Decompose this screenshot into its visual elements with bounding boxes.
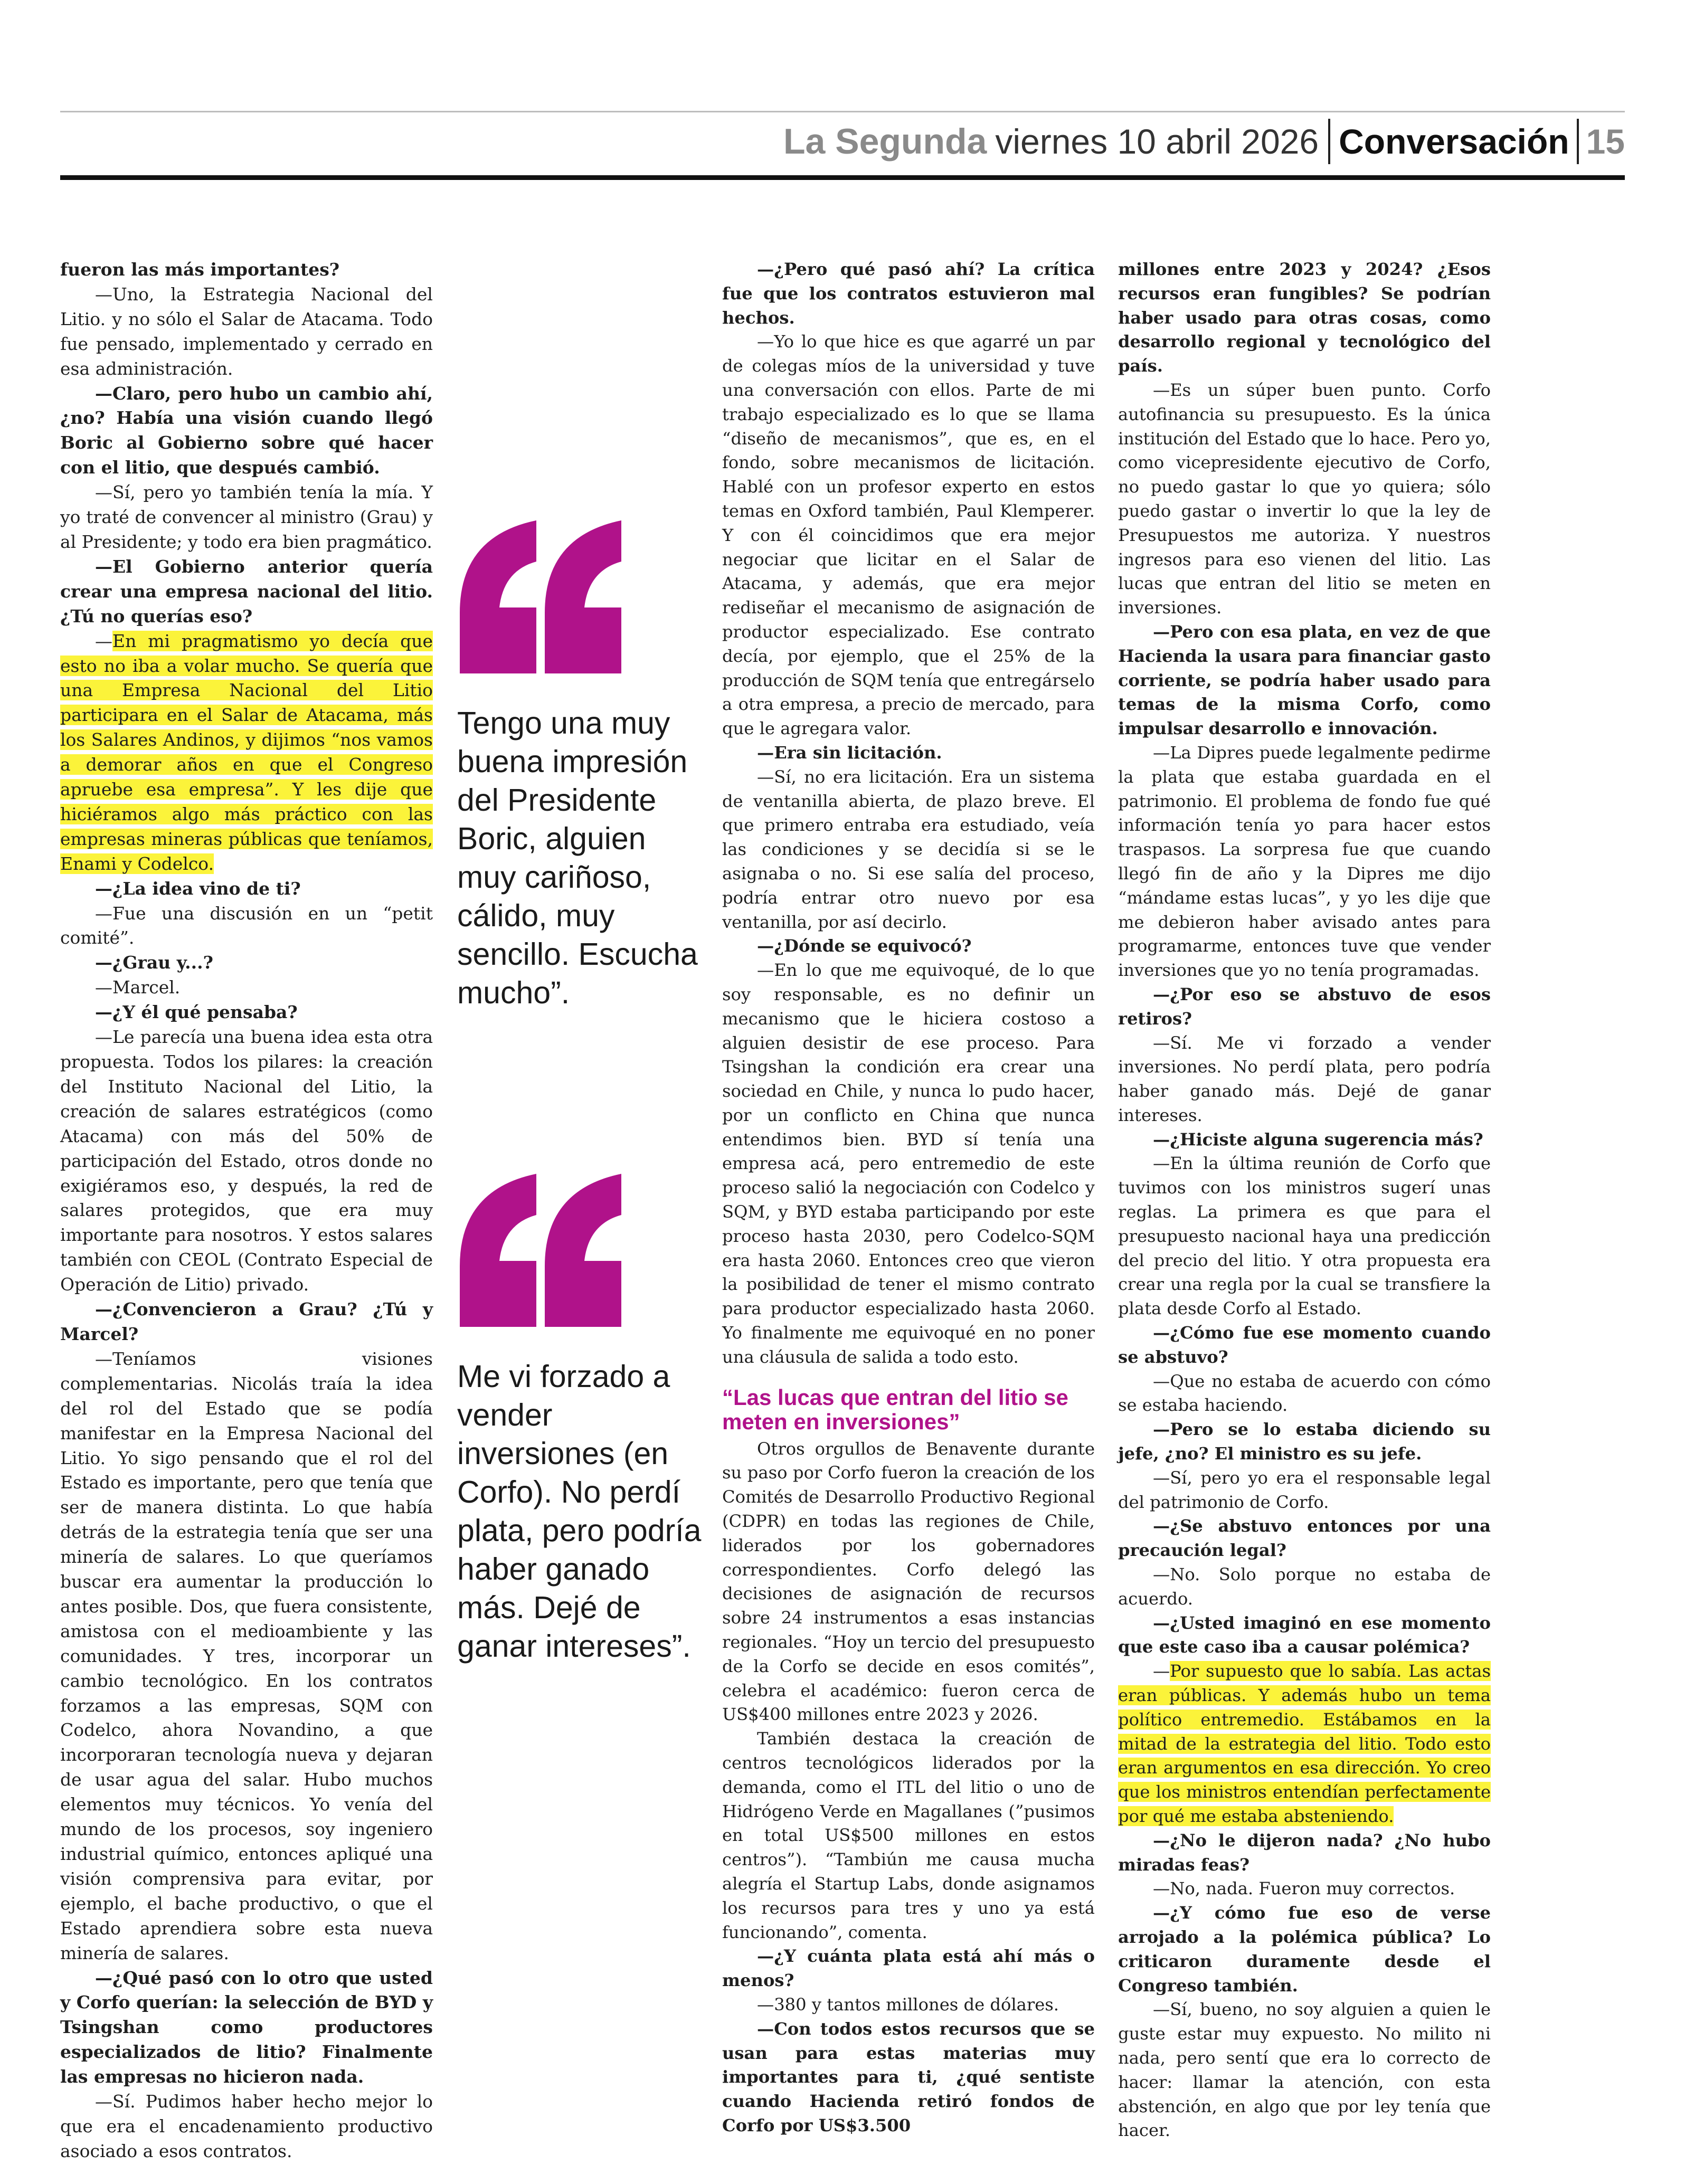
masthead-divider bbox=[1577, 119, 1579, 164]
question: —¿No le dijeron nada? ¿No hubo miradas feas? bbox=[1118, 1830, 1491, 1875]
pull-quote-2 bbox=[457, 1174, 705, 1666]
pull-quote-1 bbox=[457, 520, 705, 1012]
question: —¿Por eso se abstuvo de esos retiros? bbox=[1118, 984, 1491, 1029]
masthead-divider bbox=[1328, 119, 1330, 164]
answer: —No, nada. Fueron muy correctos. bbox=[1153, 1878, 1455, 1899]
question: —Pero se lo estaba diciendo su jefe, ¿no? El ministro es su jefe. bbox=[1118, 1419, 1491, 1464]
body-paragraph: Otros orgullos de Benavente durante su paso por Corfo fueron la creación de los Comités de Desarrollo Productivo Regional (CDPR) en todas las regiones de Chile, liderados por los gobernadores correspondientes. Corfo delegó las decisiones de asignación de recursos sobre 24 instrumentos a esas instancias regionales. “Hoy un tercio del presupuesto de la Corfo se decide en esos comités”, celebra el académico: fueron cerca de US$400 millones entre 2023 y 2026. bbox=[722, 1438, 1095, 1725]
newspaper-name: La Segunda bbox=[783, 121, 987, 162]
answer: —No. Solo porque no estaba de acuerdo. bbox=[1118, 1564, 1491, 1609]
answer: —Le parecía una buena idea esta otra propuesta. Todos los pilares: la creación del Instituto Nacional del Litio, la creación de salares estratégicos (como Atacama) con más del 50% de participación del Estado, otros donde no exigiéramos eso, y después, la red de salares protegidos, que era muy importante para nosotros. Y estos salares también con CEOL (Contrato Especial de Operación de Litio) privado. bbox=[60, 1027, 433, 1295]
answer: —Sí, pero yo también tenía la mía. Y yo traté de convencer al ministro (Grau) y al Presidente; y todo era bien pragmático. bbox=[60, 482, 433, 552]
question: —Claro, pero hubo un cambio ahí, ¿no? Había una visión cuando llegó Boric al Gobierno sobre qué hacer con el litio, que después cambió. bbox=[60, 383, 433, 478]
answer: —Sí, no era licitación. Era un sistema de ventanilla abierta, de plazo breve. El que primero entraba era estudiado, veía las condiciones y se decidía si se le asignaba o no. Si ese salía del proceso, podría entrar otro nuevo por esa ventanilla, por así decirlo. bbox=[722, 766, 1095, 932]
quotation-mark-icon bbox=[457, 520, 624, 673]
question: —¿La idea vino de ti? bbox=[95, 878, 301, 899]
answer: —Uno, la Estrategia Nacional del Litio. y no sólo el Salar de Atacama. Todo fue pensado, implementado y cerrado en esa administración. bbox=[60, 283, 433, 379]
masthead-thick-rule bbox=[60, 175, 1625, 180]
answer: —Sí. Pudimos haber hecho mejor lo que era el encadenamiento productivo asociado a esos contratos. bbox=[60, 2091, 433, 2161]
subheading: “Las lucas que entran del litio se meten en inversiones” bbox=[722, 1384, 1068, 1434]
question: —¿Convencieron a Grau? ¿Tú y Marcel? bbox=[60, 1299, 433, 1344]
highlighted-answer bbox=[60, 629, 433, 877]
answer-dash: — bbox=[1153, 1661, 1170, 1682]
answer: —La Dipres puede legalmente pedirme la plata que estaba guardada en el patrimonio. El problema de fondo fue qué información tenía yo para hacer estos traspasos. La sorpresa fue que cuando llegó fin de año y la Dipres me dijo “mándame estas lucas”, y yo les dije que me debieron haber avisado antes para programarme, entonces tuve que vender inversiones que yo no tenía programadas. bbox=[1118, 742, 1491, 981]
answer: —Es un súper buen punto. Corfo autofinancia su presupuesto. Es la única institución del Estado que lo hace. Pero yo, como vicepresidente ejecutivo de Corfo, no puedo gastar lo que yo quiera; sólo puedo gastar o invertir lo que la ley de Presupuestos me autoriza. Y nuestros ingresos para eso vienen del litio. Las lucas que entran del litio se meten en inversiones. bbox=[1118, 379, 1491, 618]
question: —¿Y cuánta plata está ahí más o menos? bbox=[722, 1946, 1095, 1991]
question: —¿Hiciste alguna sugerencia más? bbox=[1153, 1129, 1483, 1150]
top-thin-rule bbox=[60, 111, 1625, 112]
question: fueron las más importantes? bbox=[60, 259, 340, 280]
answer: —En la última reunión de Corfo que tuvimos con los ministros sugerí unas reglas. La primera es que para el presupuesto nacional haya una predicción del precio del litio. Y otra propuesta era crear una regla por la cual se transfiere la plata desde Corfo al Estado. bbox=[1118, 1153, 1491, 1319]
question: —El Gobierno anterior quería crear una empresa nacional del litio. ¿Tú no querías eso? bbox=[60, 556, 433, 626]
article-column-1 bbox=[60, 258, 433, 2164]
question: —¿Y cómo fue eso de verse arrojado a la polémica pública? Lo criticaron duramente desde el Congreso también. bbox=[1118, 1903, 1491, 1996]
answer: —En lo que me equivoqué, de lo que soy responsable, es no definir un mecanismo que le hiciera costoso a alguien desistir de ese proceso. Para Tsingshan la condición era crear una sociedad en Chile, y nunca lo pudo hacer, por un conflicto en China que nunca entendimos bien. BYD sí tenía una empresa acá, pero entremedio de este proceso salió la negociación con Codelco y SQM, y BYD estaba participando por este proceso hasta 2030, pero Codelco-SQM era hasta 2060. Entonces creo que vieron la posibilidad de tener el mismo contrato para productor especializado hasta 2060. Yo finalmente me equivoqué en no poner una cláusula de salida a todo esto. bbox=[722, 960, 1095, 1367]
pull-quote-text: Tengo una muy buena impresión del Presidente Boric, alguien muy cariñoso, cálido, muy sencillo. Escucha mucho”. bbox=[457, 706, 698, 1010]
answer: —Sí, bueno, no soy alguien a quien le guste estar muy expuesto. No milito ni nada, pero sentí que era lo correcto de hacer: llamar la atención, con esta abstención, en algo que por ley tenía que hacer. bbox=[1118, 1999, 1491, 2141]
question: —¿Usted imaginó en ese momento que este caso iba a causar polémica? bbox=[1118, 1612, 1491, 1657]
question: —¿Cómo fue ese momento cuando se abstuvo? bbox=[1118, 1323, 1491, 1367]
question: —¿Pero qué pasó ahí? La crítica fue que los contratos estuvieron mal hechos. bbox=[722, 259, 1095, 328]
answer: —Marcel. bbox=[95, 977, 181, 998]
article-column-3 bbox=[722, 258, 1095, 2138]
question: —Pero con esa plata, en vez de que Hacienda la usara para financiar gasto corriente, se podría haber usado para temas de la misma Corfo, como impulsar desarrollo e innovación. bbox=[1118, 621, 1491, 739]
section-name: Conversación bbox=[1339, 122, 1569, 161]
highlighted-text: En mi pragmatismo yo decía que esto no iba a volar mucho. Se quería que una Empresa Nacional del Litio participara en el Salar de Atacama, más los Salares Andinos, y dijimos “nos vamos a demorar años en que el Congreso apruebe esa empresa”. Y les dije que hiciéramos algo más práctico con las empresas mineras públicas que teníamos, Enami y Codelco. bbox=[60, 630, 433, 874]
question: —Con todos estos recursos que se usan para estas materias muy importantes para ti, ¿qué sentiste cuando Hacienda retiró fondos de Corfo por US$3.500 bbox=[722, 2018, 1095, 2135]
question: —Era sin licitación. bbox=[757, 742, 942, 763]
quotation-mark-icon bbox=[457, 1174, 624, 1327]
answer: —Sí. Me vi forzado a vender inversiones. No perdí plata, pero podría haber ganado más. Dejé de ganar intereses. bbox=[1118, 1032, 1491, 1125]
question: millones entre 2023 y 2024? ¿Esos recursos eran fungibles? Se podrían haber usado para otras cosas, como desarrollo regional y tecnológico del país. bbox=[1118, 259, 1491, 376]
question: —¿Dónde se equivocó? bbox=[757, 936, 972, 956]
question: —¿Y él qué pensaba? bbox=[95, 1002, 298, 1023]
answer: —Teníamos visiones complementarias. Nicolás traía la idea del rol del Estado que se podía manifestar en la Empresa Nacional del Litio. Yo sigo pensando que el rol del Estado es importante, pero que tenía que ser de manera distinta. Lo que había detrás de la estrategia tenía que ser una minería de salares. Lo que queríamos buscar era aumentar la producción lo antes posible. Dos, que fuera consistente, amistosa con el medioambiente y las comunidades. Y tres, incorporar un cambio tecnológico. En los contratos forzamos a las empresas, SQM con Codelco, ahora Novandino, a que incorporaran tecnología nueva y dejaran de usar agua del salar. Hubo muchos elementos muy técnicos. Yo venía del mundo de los procesos, soy ingeniero industrial químico, entonces apliqué una visión comprensiva para evitar, por ejemplo, el bache productivo, o que el Estado aprendiera sobre esta nueva minería de salares. bbox=[60, 1348, 433, 1963]
answer: —Que no estaba de acuerdo con cómo se estaba haciendo. bbox=[1118, 1371, 1491, 1416]
page-number: 15 bbox=[1586, 122, 1625, 161]
answer: —380 y tantos millones de dólares. bbox=[757, 1994, 1059, 2015]
masthead bbox=[783, 115, 1625, 168]
article-column-4 bbox=[1118, 258, 1491, 2143]
question: —¿Se abstuvo entonces por una precaución legal? bbox=[1118, 1516, 1491, 1561]
issue-date: viernes 10 abril 2026 bbox=[995, 122, 1319, 161]
body-paragraph: También destaca la creación de centros tecnológicos liderados por la demanda, como el ITL del litio o uno de Hidrógeno Verde en Magallanes (”pusimos en total US$500 millones en estos centros”). “Tambiún me causa mucha alegría el Startup Labs, donde asignamos los recursos para tres y uno ya está funcionando”, comenta. bbox=[722, 1729, 1095, 1942]
answer-dash: — bbox=[95, 630, 112, 651]
question: —¿Grau y...? bbox=[95, 952, 213, 973]
answer: —Fue una discusión en un “petit comité”. bbox=[60, 903, 433, 948]
pull-quote-text: Me vi forzado a vender inversiones (en Corfo). No perdí plata, pero podría haber ganado más. Dejé de ganar intereses”. bbox=[457, 1359, 702, 1664]
answer: —Sí, pero yo era el responsable legal del patrimonio de Corfo. bbox=[1118, 1467, 1491, 1512]
question: —¿Qué pasó con lo otro que usted y Corfo querían: la selección de BYD y Tsingshan como productores especializados de litio? Finalmente las empresas no hicieron nada. bbox=[60, 1967, 433, 2087]
highlighted-answer bbox=[1118, 1659, 1491, 1829]
highlighted-text: Por supuesto que lo sabía. Las actas eran públicas. Y además hubo un tema político entremedio. Estábamos en la mitad de la estrategia del litio. Todo esto eran argumentos en esa dirección. Yo creo que los ministros entendían perfectamente por qué me estaba absteniendo. bbox=[1118, 1661, 1491, 1826]
answer: —Yo lo que hice es que agarré un par de colegas míos de la universidad y tuve una conversación con ellos. Parte de mi trabajo especializado es lo que se llama “diseño de mecanismos”, que es, en el fondo, sobre mecanismos de licitación. Hablé con un profesor experto en estos temas en Oxford también, Paul Klemperer. Y con él coincidimos que era mejor negociar que licitar en el Salar de Atacama, y además, que era mejor rediseñar el mecanismo de asignación de productor especializado. Ese contrato decía, por ejemplo, que el 25% de la producción de SQM tenía que entregárselo a otra empresa, a precio de mercado, para que le agregara valor. bbox=[722, 331, 1095, 739]
